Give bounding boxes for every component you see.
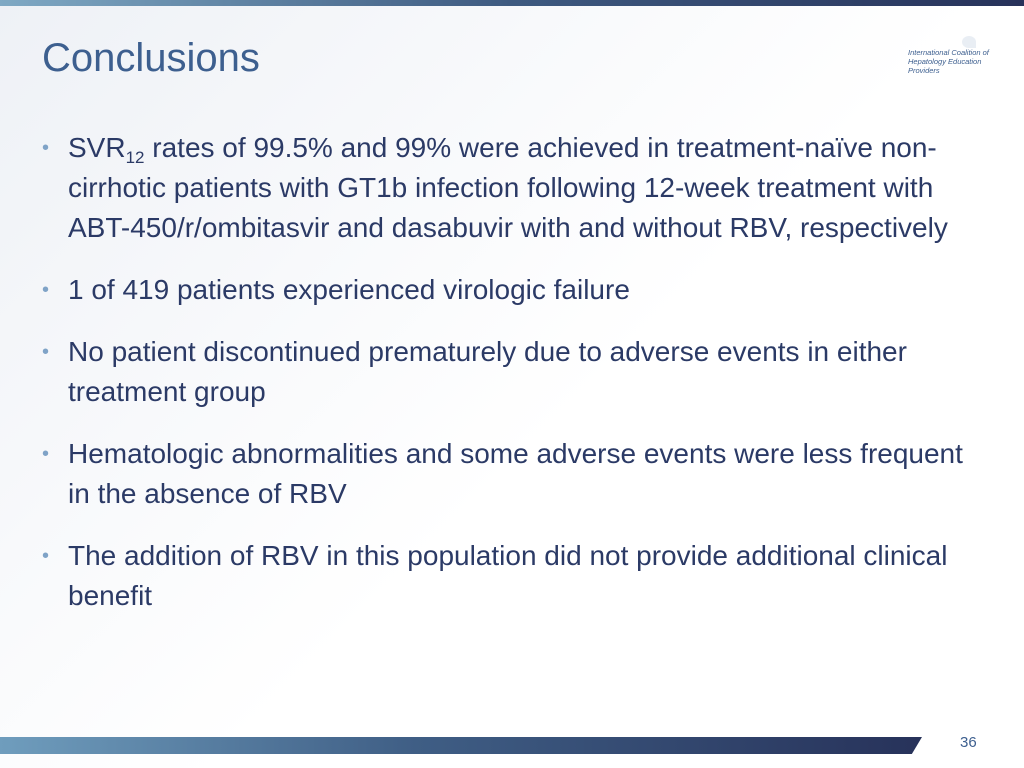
bullet-rbv-benefit <box>42 536 982 616</box>
bullet-virologic-failure <box>42 270 982 310</box>
top-accent-bar <box>0 0 1024 6</box>
bullet-dot-icon: • <box>42 341 50 363</box>
bullet-hematologic <box>42 434 982 514</box>
bullet-subscript: 12 <box>125 148 145 167</box>
bullet-text: rates of 99.5% and 99% were achieved in treatment-naïve non-cirrhotic patients with GT1b infection following 12-week treatment with ABT-450/r/ombitasvir and dasabuvir with and without RBV, respectively <box>68 132 948 243</box>
logo-text-line-1: International Coalition of <box>908 48 989 57</box>
bullet-text: Hematologic abnormalities and some adverse events were less frequent in the absence of RBV <box>68 438 963 509</box>
bullet-dot-icon: • <box>42 443 50 465</box>
bottom-accent-bar <box>0 737 922 754</box>
organization-logo <box>908 48 1008 75</box>
conclusions-list <box>42 128 982 638</box>
bullet-text: 1 of 419 patients experienced virologic failure <box>68 274 630 305</box>
page-number: 36 <box>960 734 977 751</box>
bullet-svr-rates <box>42 128 982 248</box>
logo-mark-icon <box>962 36 976 48</box>
bullet-text: The addition of RBV in this population did not provide additional clinical benefit <box>68 540 948 611</box>
bullet-discontinuation <box>42 332 982 412</box>
logo-text-line-2: Hepatology Education Providers <box>908 57 982 75</box>
bullet-text-prefix: SVR <box>68 132 126 163</box>
slide-title: Conclusions <box>42 36 260 80</box>
bullet-text: No patient discontinued prematurely due to adverse events in either treatment group <box>68 336 907 407</box>
bullet-dot-icon: • <box>42 545 50 567</box>
bullet-dot-icon: • <box>42 279 50 301</box>
bullet-dot-icon: • <box>42 137 50 159</box>
